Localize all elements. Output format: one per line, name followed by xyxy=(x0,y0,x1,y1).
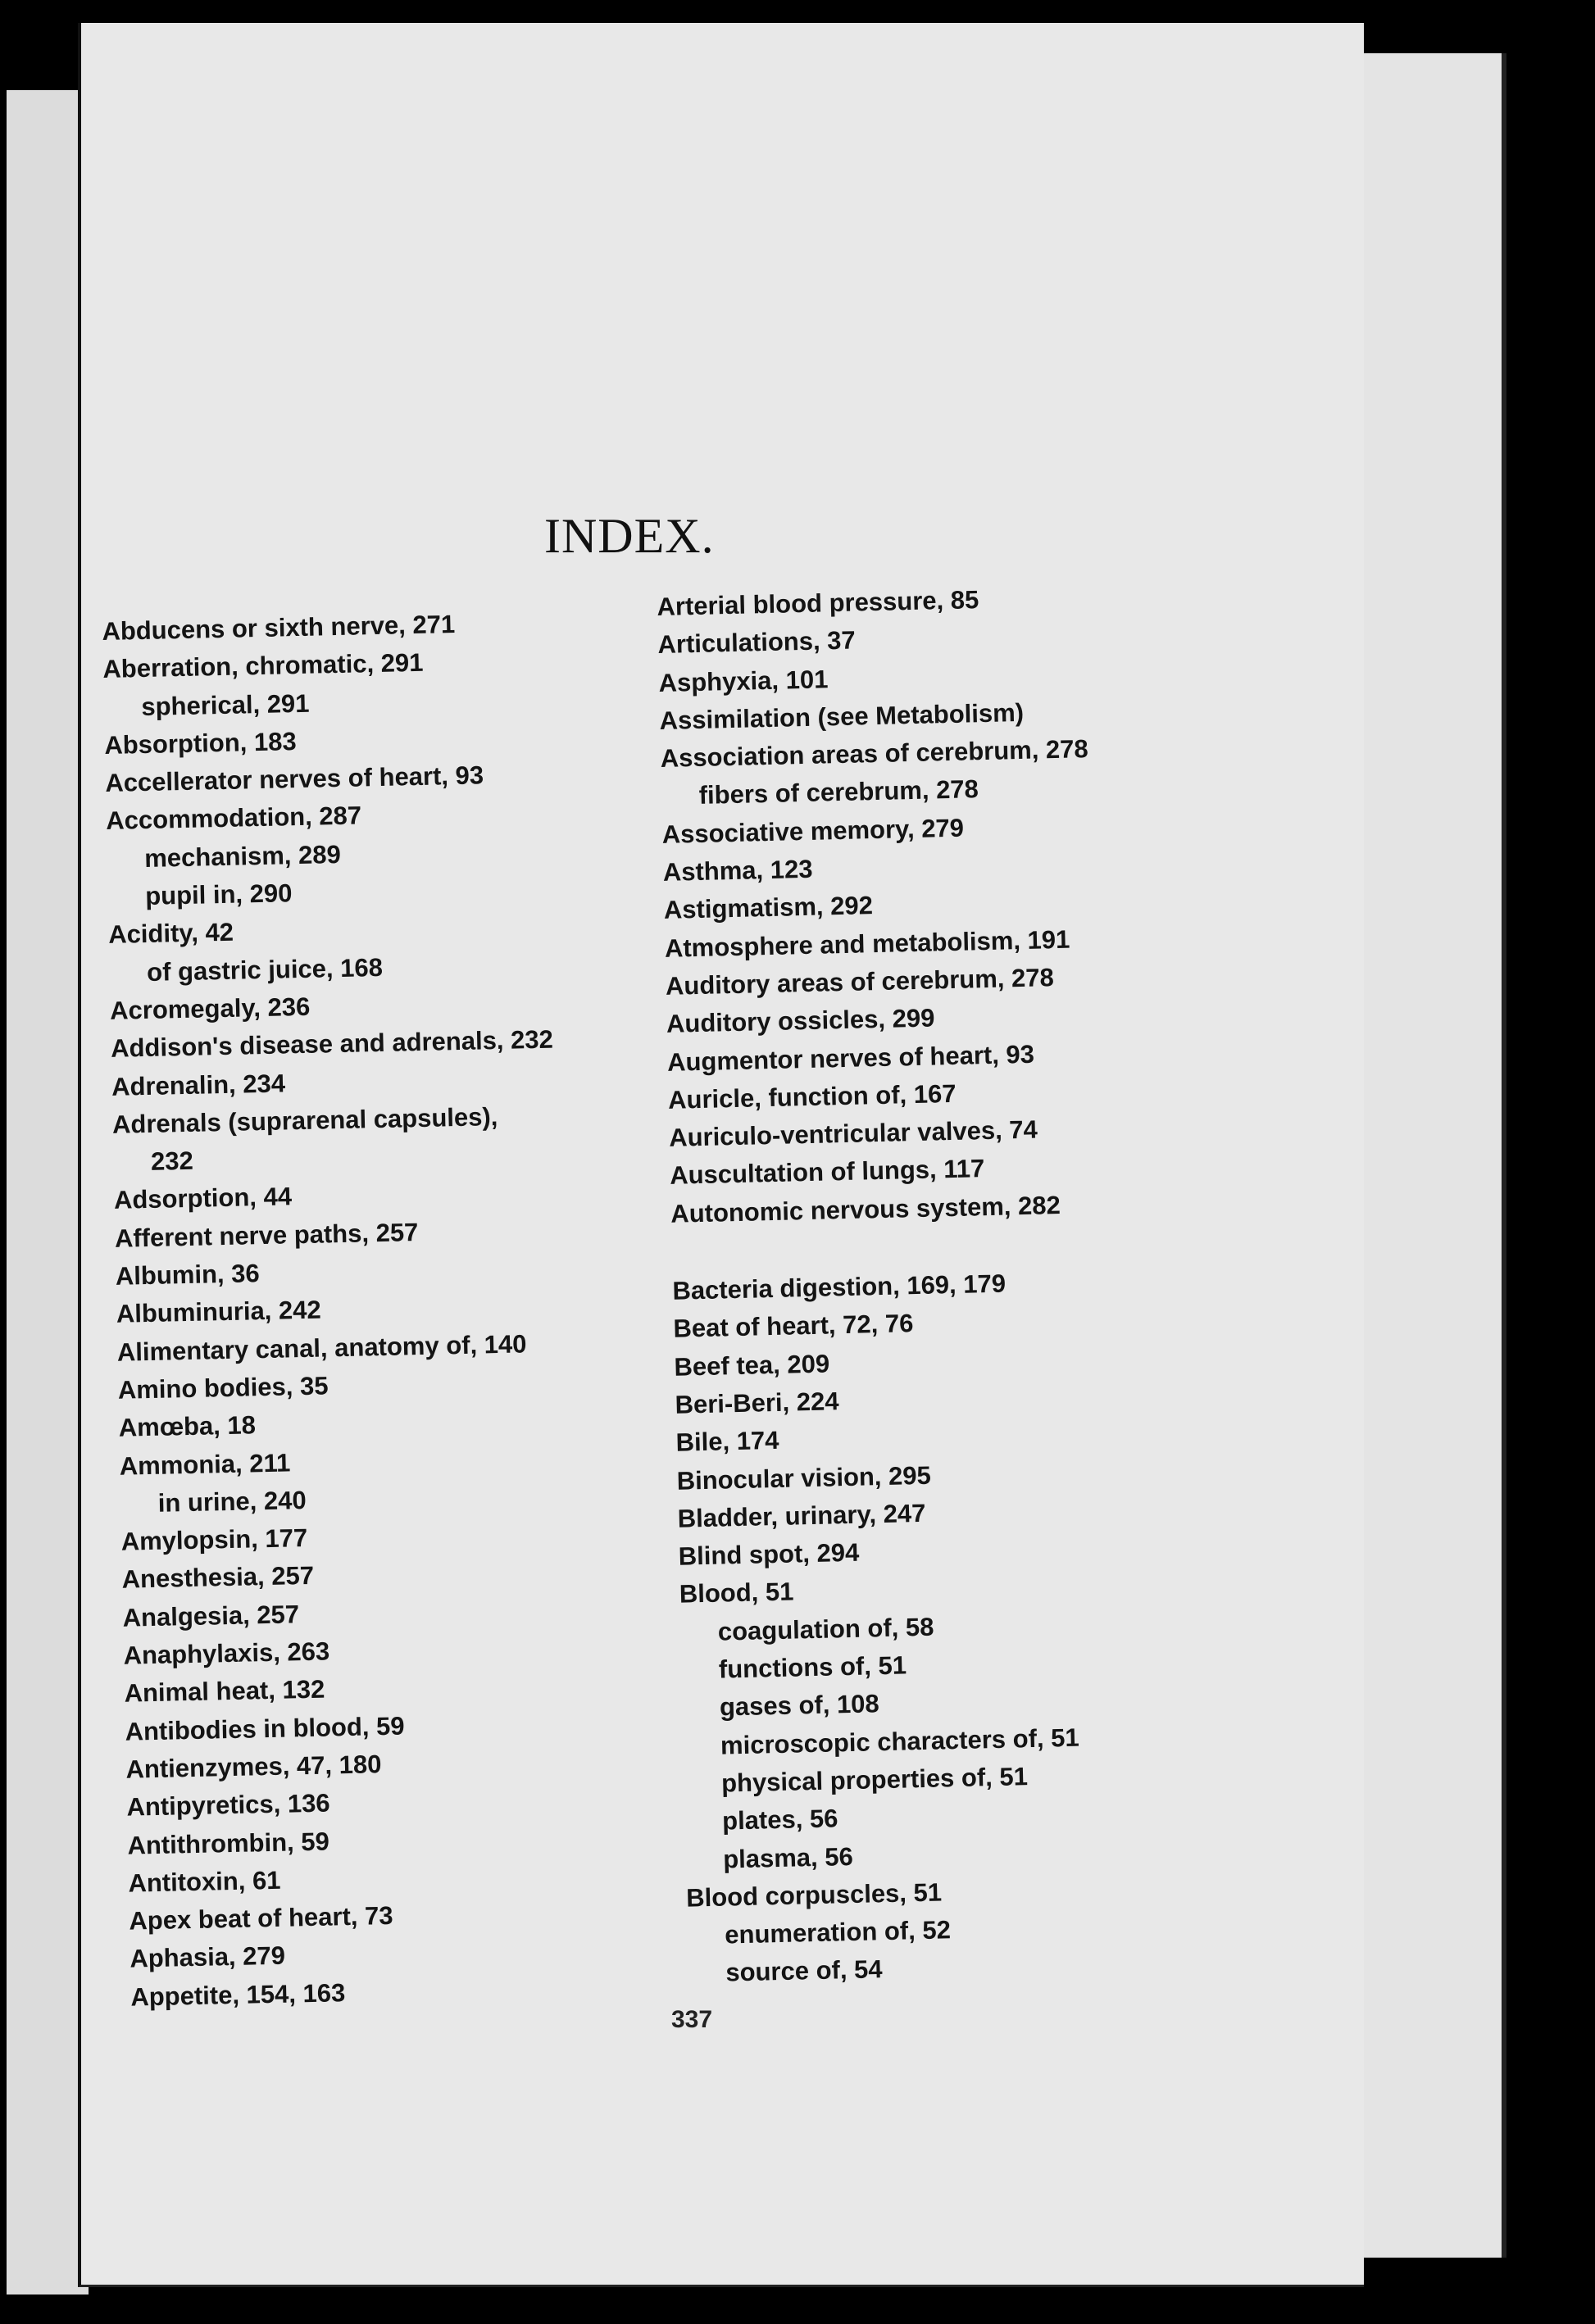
index-entry: Beat of heart, 72, 76 xyxy=(673,1309,914,1344)
index-entry: plasma, 56 xyxy=(722,1841,854,1874)
index-column-right xyxy=(657,579,1116,1993)
index-entry: of gastric juice, 168 xyxy=(146,952,384,987)
index-entry: Blood corpuscles, 51 xyxy=(685,1877,943,1913)
index-entry: Appetite, 154, 163 xyxy=(130,1977,346,2012)
left-page-edge xyxy=(7,90,89,2294)
index-entry: Addison's disease and adrenals, 232 xyxy=(110,1024,554,1064)
index-entry: functions of, 51 xyxy=(718,1650,907,1684)
index-entry: Bladder, urinary, 247 xyxy=(677,1498,926,1533)
index-entry: Atmosphere and metabolism, 191 xyxy=(664,924,1070,963)
index-entry: Autonomic nervous system, 282 xyxy=(670,1190,1061,1228)
index-entry: Binocular vision, 295 xyxy=(676,1460,932,1496)
index-entry: Amylopsin, 177 xyxy=(120,1523,308,1556)
index-entry: Auditory areas of cerebrum, 278 xyxy=(665,963,1055,1001)
back-page-edge xyxy=(1352,53,1506,2258)
index-entry: Auricle, function of, 167 xyxy=(667,1078,957,1114)
index-entry: Articulations, 37 xyxy=(657,625,857,660)
index-entry: Associative memory, 279 xyxy=(661,813,965,849)
index-entry: Acromegaly, 236 xyxy=(109,992,311,1025)
index-entry: Assimilation (see Metabolism) xyxy=(659,697,1025,735)
index-entry: Aphasia, 279 xyxy=(130,1941,286,1974)
index-entry: Acidity, 42 xyxy=(107,918,234,950)
index-entry: mechanism, 289 xyxy=(143,839,342,873)
index-entry: Asphyxia, 101 xyxy=(658,664,829,697)
index-entry: physical properties of, 51 xyxy=(720,1762,1029,1798)
index-entry: Alimentary canal, anatomy of, 140 xyxy=(116,1328,527,1367)
index-entry: Augmentor nerves of heart, 93 xyxy=(666,1039,1035,1077)
index-entry: Ammonia, 211 xyxy=(119,1447,291,1481)
index-entry: Auriculo-ventricular valves, 74 xyxy=(668,1114,1038,1152)
index-entry: microscopic characters of, 51 xyxy=(720,1723,1079,1760)
page-title: INDEX. xyxy=(544,509,715,563)
index-entry: Anesthesia, 257 xyxy=(121,1561,315,1595)
index-entry: Analgesia, 257 xyxy=(122,1599,300,1632)
index-entry: Albumin, 36 xyxy=(115,1259,260,1291)
index-entry: Antitoxin, 61 xyxy=(128,1865,281,1898)
index-page xyxy=(78,23,1364,2287)
index-entry: Adrenals (suprarenal capsules), xyxy=(111,1101,498,1139)
index-entry: Apex beat of heart, 73 xyxy=(129,1901,393,1936)
index-entry: Adrenalin, 234 xyxy=(111,1069,286,1101)
index-entry: Bacteria digestion, 169, 179 xyxy=(672,1269,1007,1305)
index-entry: plates, 56 xyxy=(721,1804,838,1836)
index-entry: source of, 54 xyxy=(725,1954,883,1987)
index-entry: Afferent nerve paths, 257 xyxy=(114,1217,419,1253)
index-entry: Amœba, 18 xyxy=(118,1410,257,1443)
index-entry: Albuminuria, 242 xyxy=(116,1295,322,1329)
index-entry: Adsorption, 44 xyxy=(113,1182,293,1215)
index-entry: Beef tea, 209 xyxy=(674,1349,830,1382)
index-entry: Beri-Beri, 224 xyxy=(675,1387,839,1419)
index-entry: Asthma, 123 xyxy=(662,854,813,887)
index-entry: in urine, 240 xyxy=(157,1485,307,1518)
index-entry: Accommodation, 287 xyxy=(105,801,362,836)
index-entry: Antibodies in blood, 59 xyxy=(125,1711,405,1746)
index-entry: Bile, 174 xyxy=(675,1426,779,1457)
index-entry: fibers of cerebrum, 278 xyxy=(698,774,979,810)
index-entry: Auscultation of lungs, 117 xyxy=(669,1154,985,1191)
index-entry: Anaphylaxis, 263 xyxy=(123,1636,330,1670)
index-entry: gases of, 108 xyxy=(719,1689,880,1722)
index-entry: Association areas of cerebrum, 278 xyxy=(660,734,1089,774)
index-entry: Aberration, chromatic, 291 xyxy=(102,648,424,684)
index-entry: pupil in, 290 xyxy=(144,878,293,911)
page-number: 337 xyxy=(671,2006,713,2033)
index-entry: Auditory ossicles, 299 xyxy=(666,1003,935,1039)
index-column-left xyxy=(102,604,574,2017)
index-entry: Absorption, 183 xyxy=(104,726,297,760)
index-entry: spherical, 291 xyxy=(141,688,310,721)
index-entry: Blood, 51 xyxy=(679,1577,794,1609)
index-entry: 232 xyxy=(150,1146,194,1177)
index-entry: Arterial blood pressure, 85 xyxy=(657,585,979,621)
index-entry: Antipyretics, 136 xyxy=(126,1788,330,1822)
index-entry: Amino bodies, 35 xyxy=(117,1371,329,1405)
index-entry: Antithrombin, 59 xyxy=(127,1827,330,1860)
index-entry: Blind spot, 294 xyxy=(678,1537,860,1571)
index-entry: Animal heat, 132 xyxy=(124,1674,325,1709)
index-entry: enumeration of, 52 xyxy=(724,1915,952,1950)
index-entry: Astigmatism, 292 xyxy=(663,891,874,925)
index-entry: Antienzymes, 47, 180 xyxy=(125,1750,382,1784)
index-entry: Accellerator nerves of heart, 93 xyxy=(104,760,484,798)
index-entry: coagulation of, 58 xyxy=(717,1612,934,1646)
index-entry: Abducens or sixth nerve, 271 xyxy=(102,609,456,646)
